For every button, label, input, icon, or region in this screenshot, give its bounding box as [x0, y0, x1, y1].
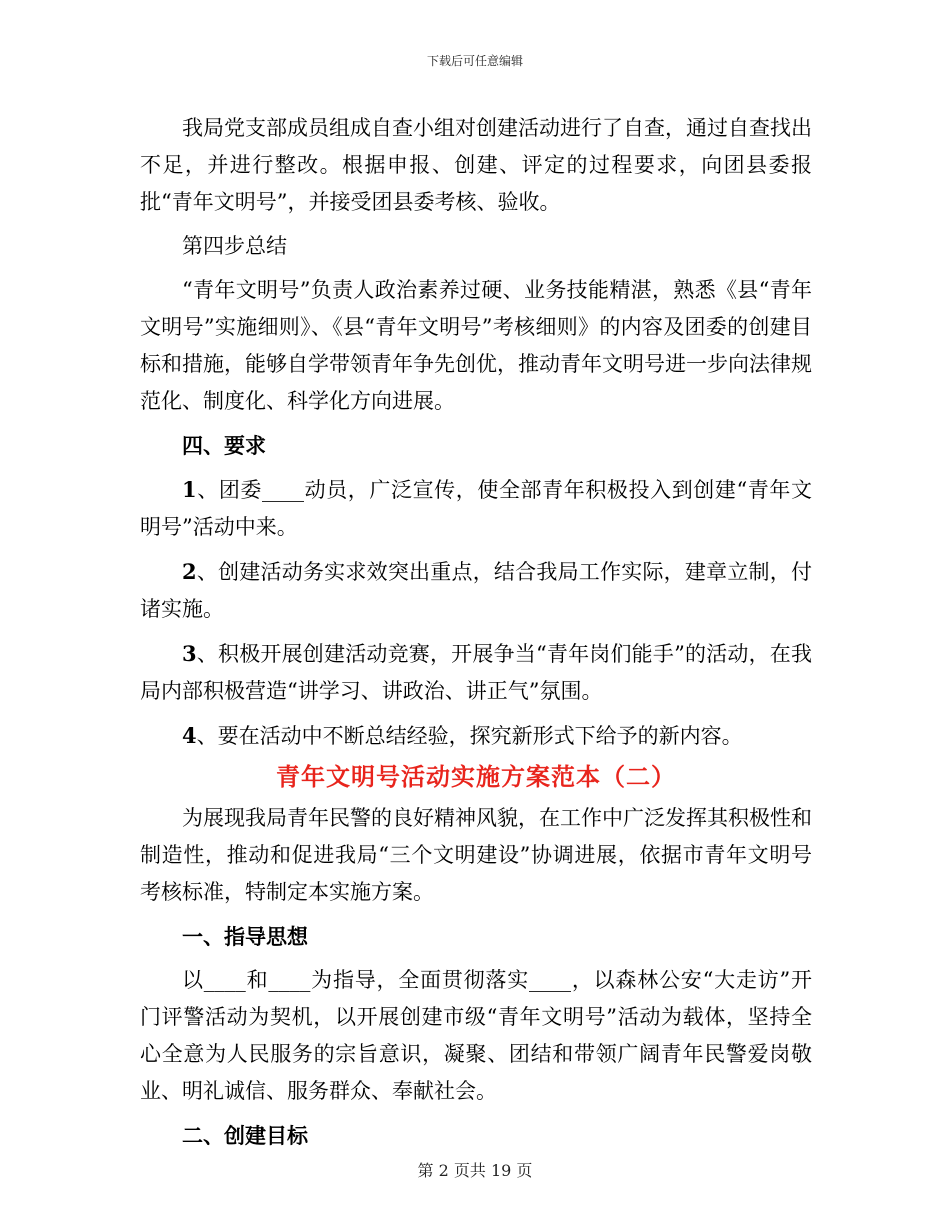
requirement-text: 、创建活动务实求效突出重点，结合我局工作实际，建章立制，付诸实施。: [140, 560, 812, 621]
section-title: 青年文明号活动实施方案范本（二）: [276, 762, 676, 791]
page-footer: 第 2 页共 19 页: [417, 1161, 533, 1180]
step-four-label: 第四步总结: [182, 234, 287, 258]
heading-goals: 二、创建目标: [182, 1123, 308, 1148]
requirement-item-2: [140, 553, 812, 628]
requirement-number: 3: [182, 641, 197, 666]
requirement-number: 1: [182, 477, 197, 502]
paragraph-guiding-thought: 以____和____为指导，全面贯彻落实____，以森林公安“大走访”开门评警活动为契机，以开展创建市级“青年文明号”活动为载体，坚持全心全意为人民服务的宗旨意识，凝聚、团结和带领广阔青年民警爱岗敬业、明礼诚信、服务群众、奉献社会。: [140, 968, 812, 1103]
requirement-item-3: [140, 635, 812, 710]
requirement-text: 、积极开展创建活动竞赛，开展争当“青年岗们能手”的活动，在我局内部积极营造“讲学习、讲政治、讲正气”氛围。: [140, 642, 812, 703]
requirement-text: 、团委____动员，广泛宣传，使全部青年积极投入到创建“青年文明号”活动中来。: [140, 478, 812, 539]
document-body: [140, 110, 812, 1161]
requirement-text: 、要在活动中不断总结经验，探究新形式下给予的新内容。: [196, 724, 743, 748]
requirement-item-4: [140, 717, 812, 755]
paragraph-intro: 为展现我局青年民警的良好精神风貌，在工作中广泛发挥其积极性和制造性，推动和促进我局“三个文明建设”协调进展，依据市青年文明号考核标准，特制定本实施方案。: [140, 806, 812, 904]
page-header: 下载后可任意编辑: [426, 54, 523, 68]
paragraph-summary: “青年文明号”负责人政治素养过硬、业务技能精湛，熟悉《县“青年文明号”实施细则》、《县“青年文明号”考核细则》的内容及团委的创建目标和措施，能够自学带领青年争先创优，推动青年文明号进一步向法律规范化、制度化、科学化方向进展。: [140, 278, 812, 413]
requirement-number: 2: [182, 559, 197, 584]
paragraph-self-check: 我局党支部成员组成自查小组对创建活动进行了自查，通过自查找出不足，并进行整改。根据申报、创建、评定的过程要求，向团县委报批“青年文明号”，并接受团县委考核、验收。: [140, 116, 812, 214]
requirement-number: 4: [182, 723, 197, 748]
heading-guiding-thought: 一、指导思想: [182, 924, 308, 949]
heading-requirements: 四、要求: [182, 433, 266, 458]
requirement-item-1: [140, 471, 812, 546]
